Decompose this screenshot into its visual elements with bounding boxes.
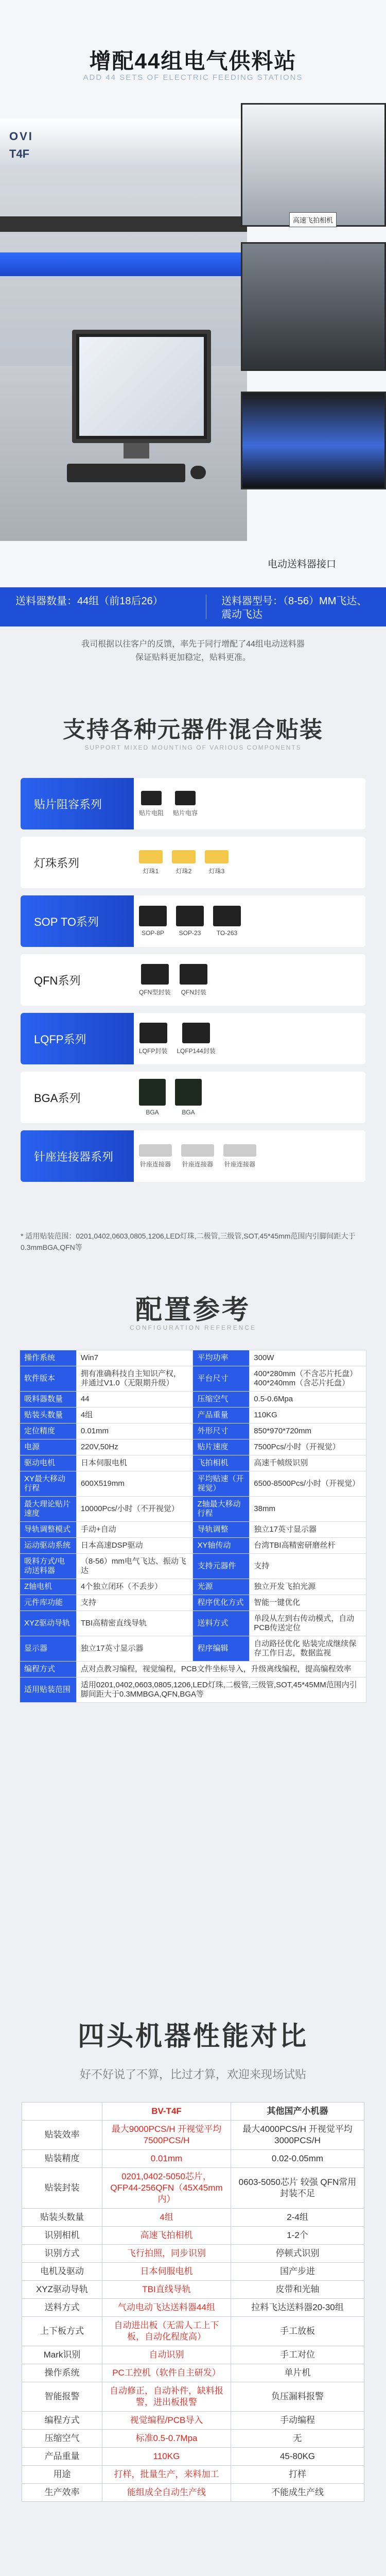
component-items xyxy=(139,895,360,947)
compare-others: 最大4000PCS/H 开视觉平均3000PCS/H xyxy=(231,2121,364,2150)
compare-ours: 自动修正，自动补件，缺料报警，进出板报警 xyxy=(102,2382,231,2412)
config-value: 支持 xyxy=(250,1554,366,1579)
component-row-label: 针座连接器系列 xyxy=(21,1130,134,1182)
compare-ours: 能组成全自动生产线 xyxy=(102,2484,231,2502)
compare-ours: 自动识别 xyxy=(102,2346,231,2364)
compare-table xyxy=(22,2102,364,2502)
config-value: 手动+自动 xyxy=(76,1522,193,1538)
components-subtitle: SUPPORT MIXED MOUNTING OF VARIOUS COMPONENTS xyxy=(84,744,302,751)
component-item-label: LQFP封装 xyxy=(139,1047,168,1055)
monitor xyxy=(72,330,211,443)
compare-row xyxy=(22,2150,364,2168)
component-chip-image xyxy=(139,850,163,863)
compare-others: 无 xyxy=(231,2430,364,2448)
component-item xyxy=(139,906,167,937)
component-row xyxy=(21,954,365,1006)
config-value: 4个独立闭环（不丢步） xyxy=(76,1579,193,1595)
config-key: 操作系统 xyxy=(20,1350,77,1366)
config-value: 4组 xyxy=(76,1408,193,1423)
compare-key: 操作系统 xyxy=(22,2364,102,2382)
component-row xyxy=(21,837,365,888)
component-item xyxy=(176,906,204,937)
config-key: XYZ驱动导轨 xyxy=(20,1611,77,1636)
config-key: XY轴传动 xyxy=(193,1538,250,1554)
component-item xyxy=(180,964,207,996)
component-row-label: QFN系列 xyxy=(21,954,134,1006)
compare-row xyxy=(22,2245,364,2263)
components-title: 支持各种元器件混合贴装 xyxy=(63,717,323,742)
component-chip-image xyxy=(141,964,169,985)
compare-ours: 气动电动飞达送料器44组 xyxy=(102,2299,231,2317)
compare-row xyxy=(22,2448,364,2466)
config-key: 定位精度 xyxy=(20,1423,77,1439)
config-value: 6500-8500Pcs/小时（开视觉） xyxy=(250,1471,366,1497)
info-bar xyxy=(0,587,386,626)
component-item-label: QFN封装 xyxy=(181,988,207,996)
component-chip-image xyxy=(182,1023,210,1043)
monitor-stand xyxy=(124,443,149,459)
component-items xyxy=(139,954,360,1006)
info-note xyxy=(0,638,386,665)
config-value: 850*970*720mm xyxy=(250,1423,366,1439)
component-item xyxy=(139,964,170,996)
component-row xyxy=(21,778,365,829)
compare-row xyxy=(22,2263,364,2281)
component-item-label: 针座连接器 xyxy=(224,1160,255,1168)
component-items xyxy=(139,1072,360,1123)
compare-key: 上下板方式 xyxy=(22,2317,102,2346)
component-chip-image xyxy=(139,1144,172,1157)
component-item-label: SOP-23 xyxy=(179,929,201,937)
compare-key: 识别相机 xyxy=(22,2227,102,2245)
config-value: 独立17英寸显示器 xyxy=(76,1636,193,1662)
config-value: 600X519mm xyxy=(76,1471,193,1497)
config-key: 电源 xyxy=(20,1439,77,1455)
feeder-model: 送料器型号：（8-56）MM飞达、震动飞达 xyxy=(221,596,367,620)
component-chip-image xyxy=(139,906,167,926)
compare-key: 压缩空气 xyxy=(22,2430,102,2448)
component-row xyxy=(21,895,365,947)
compare-others: 打样 xyxy=(231,2466,364,2484)
config-value: Win7 xyxy=(76,1350,193,1366)
compare-row xyxy=(22,2168,364,2209)
config-key: 导轨调整模式 xyxy=(20,1522,77,1538)
compare-row xyxy=(22,2466,364,2484)
feeder-closeup xyxy=(241,242,386,371)
compare-ours: PC工控机（软件自主研发） xyxy=(102,2364,231,2382)
config-key: 贴片速度 xyxy=(193,1439,250,1455)
component-chip-image xyxy=(139,1023,167,1043)
compare-key: 智能报警 xyxy=(22,2382,102,2412)
machine-brand: OVI xyxy=(9,130,33,143)
config-key: 运动驱动系统 xyxy=(20,1538,77,1554)
config-value: 高速千帧级识别 xyxy=(250,1455,366,1471)
config-row xyxy=(20,1497,366,1522)
component-item xyxy=(139,850,163,875)
compare-ours: 打样，批量生产，来料加工 xyxy=(102,2466,231,2484)
components-list xyxy=(21,778,365,1189)
config-row xyxy=(20,1595,366,1611)
compare-row xyxy=(22,2484,364,2502)
config-key: XY最大移动行程 xyxy=(20,1471,77,1497)
component-row-label: 贴片阻容系列 xyxy=(21,778,134,829)
component-item-label: 针座连接器 xyxy=(182,1160,213,1168)
config-key: 软件版本 xyxy=(20,1366,77,1392)
compare-key: 送料方式 xyxy=(22,2299,102,2317)
config-value: 智能一键优化 xyxy=(250,1595,366,1611)
config-value: 支持 xyxy=(76,1595,193,1611)
compare-key: 用途 xyxy=(22,2466,102,2484)
config-key: 适用贴装范围 xyxy=(20,1677,77,1703)
component-item-label: 针座连接器 xyxy=(139,1160,171,1168)
compare-row xyxy=(22,2346,364,2364)
compare-key: 电机及驱动 xyxy=(22,2263,102,2281)
config-key: 元件库功能 xyxy=(20,1595,77,1611)
config-key: 飞拍相机 xyxy=(193,1455,250,1471)
compare-ours: 0201,0402-5050芯片，QFP44-256QFN（45X45mm内） xyxy=(102,2168,231,2209)
config-value: 300W xyxy=(250,1350,366,1366)
config-value: TBI高精密直线导轨 xyxy=(76,1611,193,1636)
compare-others: 2-4组 xyxy=(231,2209,364,2227)
config-row xyxy=(20,1408,366,1423)
compare-row xyxy=(22,2430,364,2448)
compare-key: 贴装封装 xyxy=(22,2168,102,2209)
hero-title: 增配44组电气供料站 xyxy=(89,49,297,73)
compare-ours: TBI直线导轨 xyxy=(102,2281,231,2299)
config-value: 点对点教习编程，视觉编程，PCB文件坐标导入，升级离线编程，提高编程效率 xyxy=(76,1662,366,1677)
mouse xyxy=(190,466,206,479)
config-value: 单段从左到右传动模式，自动PCB传送定位 xyxy=(250,1611,366,1636)
compare-row xyxy=(22,2412,364,2430)
component-item xyxy=(139,791,164,817)
compare-ours: 4组 xyxy=(102,2209,231,2227)
compare-others: 0603-5050芯片 较强 QFN常用封装不足 xyxy=(231,2168,364,2209)
compare-row xyxy=(22,2121,364,2150)
component-row xyxy=(21,1072,365,1123)
compare-row xyxy=(22,2209,364,2227)
machine-model: T4F xyxy=(9,147,30,160)
config-value: 0.5-0.6Mpa xyxy=(250,1392,366,1408)
config-title: 配置参考 xyxy=(135,1295,251,1325)
config-row xyxy=(20,1366,366,1392)
config-value: 自动路径优化 贴装完成继续保存工作日志，数据监视 xyxy=(250,1636,366,1662)
component-item-label: SOP-8P xyxy=(141,929,164,937)
compare-key: 生产效率 xyxy=(22,2484,102,2502)
compare-others: 手动编程 xyxy=(231,2412,364,2430)
component-items xyxy=(139,778,360,829)
component-chip-image xyxy=(141,791,162,805)
config-value: 400*280mm（不含芯片托盘）400*240mm（含芯片托盘） xyxy=(250,1366,366,1392)
compare-key: 贴装头数量 xyxy=(22,2209,102,2227)
config-value: 10000Pcs/小时（不开视觉） xyxy=(76,1497,193,1522)
component-item xyxy=(213,906,241,937)
component-item xyxy=(139,1023,167,1055)
component-item xyxy=(205,850,229,875)
component-chip-image xyxy=(172,850,196,863)
config-row xyxy=(20,1636,366,1662)
config-row xyxy=(20,1423,366,1439)
component-item xyxy=(175,1079,202,1116)
config-key: 外形尺寸 xyxy=(193,1423,250,1439)
compare-header-cell: BV-T4F xyxy=(102,2103,231,2121)
component-row-label: 灯珠系列 xyxy=(21,837,134,888)
info-note-line: 保证贴料更加稳定，贴料更准。 xyxy=(135,653,251,662)
machine-image xyxy=(0,98,237,562)
component-chip-image xyxy=(181,1144,214,1157)
config-key: 程序优化方式 xyxy=(193,1595,250,1611)
component-item-label: LQFP144封装 xyxy=(177,1047,216,1055)
config-key: 产品重量 xyxy=(193,1408,250,1423)
components-note: * 适用贴装范围：0201,0402,0603,0805,1206,LED灯珠,二极管,三级管,SOT,45*45mm范围内引脚间距大于0.3mmBGA,QFN等 xyxy=(21,1232,356,1251)
info-note-line: 我司根据以往客户的反馈，率先于同行增配了44组电动送料器 xyxy=(81,640,305,649)
config-key: 编程方式 xyxy=(20,1662,77,1677)
component-item-label: BGA xyxy=(146,1109,159,1116)
compare-others: 停顿式识别 xyxy=(231,2245,364,2263)
component-items xyxy=(139,1013,360,1064)
config-row xyxy=(20,1350,366,1366)
compare-others: 负压漏料报警 xyxy=(231,2382,364,2412)
compare-row xyxy=(22,2364,364,2382)
config-key: 压缩空气 xyxy=(193,1392,250,1408)
component-item-label: BGA xyxy=(182,1109,195,1116)
monitor-screen xyxy=(79,337,204,436)
compare-others: 不能成生产线 xyxy=(231,2484,364,2502)
component-item-label: 灯珠1 xyxy=(143,867,159,875)
compare-header-cell xyxy=(22,2103,102,2121)
compare-ours: 自动进出板（无需人工上下板，自动化程度高） xyxy=(102,2317,231,2346)
config-key: 程序编辑 xyxy=(193,1636,250,1662)
component-chip-image xyxy=(175,1079,202,1106)
component-item xyxy=(172,850,196,875)
config-value: 220V,50Hz xyxy=(76,1439,193,1455)
config-value: 7500Pcs/小时（开视觉） xyxy=(250,1439,366,1455)
component-items xyxy=(139,1130,360,1182)
config-value: 台湾TBI高精密研磨丝杆 xyxy=(250,1538,366,1554)
component-item-label: 贴片电阻 xyxy=(139,809,164,817)
config-value: 日本高速DSP驱动 xyxy=(76,1538,193,1554)
config-key: 吸料器数量 xyxy=(20,1392,77,1408)
config-key: Z轴电机 xyxy=(20,1579,77,1595)
compare-row xyxy=(22,2299,364,2317)
compare-key: 编程方式 xyxy=(22,2412,102,2430)
config-row xyxy=(20,1677,366,1703)
component-item xyxy=(177,1023,215,1055)
config-row xyxy=(20,1522,366,1538)
config-key: 光源 xyxy=(193,1579,250,1595)
compare-others: 手工放板 xyxy=(231,2317,364,2346)
component-row xyxy=(21,1013,365,1064)
config-row xyxy=(20,1471,366,1497)
config-value: 日本伺服电机 xyxy=(76,1455,193,1471)
component-chip-image xyxy=(205,850,229,863)
compare-key: 产品重量 xyxy=(22,2448,102,2466)
config-row xyxy=(20,1455,366,1471)
component-item xyxy=(223,1144,256,1168)
component-items xyxy=(139,837,360,888)
compare-ours: 0.01mm xyxy=(102,2150,231,2168)
config-row xyxy=(20,1538,366,1554)
config-value: 38mm xyxy=(250,1497,366,1522)
component-item xyxy=(139,1079,166,1116)
compare-key: 贴装精度 xyxy=(22,2150,102,2168)
config-value: 独立开发飞拍光源 xyxy=(250,1579,366,1595)
compare-ours: 标准0.5-0.7Mpa xyxy=(102,2430,231,2448)
config-key: 驱动电机 xyxy=(20,1455,77,1471)
config-key: 显示器 xyxy=(20,1636,77,1662)
component-row-label: BGA系列 xyxy=(21,1072,134,1123)
compare-others: 1-2个 xyxy=(231,2227,364,2245)
component-item-label: QFN型封装 xyxy=(139,988,171,996)
component-item-label: 灯珠2 xyxy=(176,867,192,875)
compare-others: 45-80KG xyxy=(231,2448,364,2466)
component-chip-image xyxy=(180,964,207,985)
component-item xyxy=(173,791,198,817)
config-key: 平均功率 xyxy=(193,1350,250,1366)
component-chip-image xyxy=(213,906,241,926)
config-row xyxy=(20,1662,366,1677)
compare-row xyxy=(22,2281,364,2299)
compare-key: XYZ驱动导轨 xyxy=(22,2281,102,2299)
hero-section xyxy=(0,0,386,587)
component-item xyxy=(139,1144,172,1168)
compare-header-cell: 其他国产小机器 xyxy=(231,2103,364,2121)
config-value: 适用0201,0402,0603,0805,1206,LED灯珠,二极管,三级管,SOT,45*45MM范围内引脚间距大于0.3MMBGA,QFN,BGA等 xyxy=(76,1677,366,1703)
compare-others: 0.02-0.05mm xyxy=(231,2150,364,2168)
component-item xyxy=(181,1144,214,1168)
config-key: 平均贴速（开视觉） xyxy=(193,1471,250,1497)
config-value: （8-56）mm电气飞达、振动飞达 xyxy=(76,1554,193,1579)
compare-ours: 日本伺服电机 xyxy=(102,2263,231,2281)
component-chip-image xyxy=(176,906,204,926)
config-row xyxy=(20,1392,366,1408)
machine-top xyxy=(0,118,247,165)
compare-others: 拉料飞达送料器20-30组 xyxy=(231,2299,364,2317)
config-key: 送料方式 xyxy=(193,1611,250,1636)
config-key: 贴装头数量 xyxy=(20,1408,77,1423)
hero-subtitle: ADD 44 SETS OF ELECTRIC FEEDING STATIONS xyxy=(83,73,303,82)
component-row xyxy=(21,1130,365,1182)
compare-key: 贴装效率 xyxy=(22,2121,102,2150)
compare-row xyxy=(22,2227,364,2245)
config-table xyxy=(20,1350,366,1703)
config-subtitle: CONFIGURATION REFERENCE xyxy=(129,1324,257,1331)
compare-ours: 高速飞拍相机 xyxy=(102,2227,231,2245)
caption-feeder-interface: 电动送料器接口 xyxy=(268,559,337,570)
camera-tag: 高速飞拍相机 xyxy=(289,212,337,227)
config-value: 110KG xyxy=(250,1408,366,1423)
config-row xyxy=(20,1611,366,1636)
compare-ours: 视觉编程/PCB导入 xyxy=(102,2412,231,2430)
component-item-label: 贴片电容 xyxy=(173,809,198,817)
compare-others: 国产步进 xyxy=(231,2263,364,2281)
compare-title: 四头机器性能对比 xyxy=(77,2022,308,2052)
config-value: 拥有准确科技自主知识产权，并通过V1.0（无限期升级） xyxy=(76,1366,193,1392)
component-chip-image xyxy=(139,1079,166,1106)
config-row xyxy=(20,1579,366,1595)
compare-others: 皮带和光轴 xyxy=(231,2281,364,2299)
compare-header-row xyxy=(22,2103,364,2121)
compare-key: Mark识别 xyxy=(22,2346,102,2364)
component-item-label: TO-263 xyxy=(216,929,238,937)
feeder-interface-closeup xyxy=(241,392,386,489)
config-value: 0.01mm xyxy=(76,1423,193,1439)
compare-note: 好不好说了不算，比过才算，欢迎来现场试贴 xyxy=(79,2068,306,2081)
compare-others: 单片机 xyxy=(231,2364,364,2382)
compare-row xyxy=(22,2317,364,2346)
compare-others: 手工对位 xyxy=(231,2346,364,2364)
component-chip-image xyxy=(223,1144,256,1157)
config-key: 导轨调整 xyxy=(193,1522,250,1538)
machine-rail xyxy=(0,216,247,232)
config-value: 44 xyxy=(76,1392,193,1408)
machine-feeder-bar xyxy=(0,252,247,276)
config-key: 支持元器件 xyxy=(193,1554,250,1579)
config-key: Z轴最大移动行程 xyxy=(193,1497,250,1522)
keyboard xyxy=(67,464,185,482)
component-row-label: LQFP系列 xyxy=(21,1013,134,1064)
compare-key: 识别方式 xyxy=(22,2245,102,2263)
config-key: 吸料方式/电动送料器 xyxy=(20,1554,77,1579)
compare-ours: 最大9000PCS/H 开视觉平均7500PCS/H xyxy=(102,2121,231,2150)
camera-closeup xyxy=(241,103,386,227)
config-row xyxy=(20,1554,366,1579)
component-chip-image xyxy=(175,791,196,805)
config-key: 平台尺寸 xyxy=(193,1366,250,1392)
component-item-label: 灯珠3 xyxy=(208,867,225,875)
feeder-count: 送料器数量：44组（前18后26） xyxy=(15,596,163,607)
config-value: 独立17英寸显示器 xyxy=(250,1522,366,1538)
compare-row xyxy=(22,2382,364,2412)
config-key: 最大理论贴片速度 xyxy=(20,1497,77,1522)
config-row xyxy=(20,1439,366,1455)
compare-ours: 飞行拍照，同步识别 xyxy=(102,2245,231,2263)
component-row-label: SOP TO系列 xyxy=(21,895,134,947)
compare-ours: 110KG xyxy=(102,2448,231,2466)
